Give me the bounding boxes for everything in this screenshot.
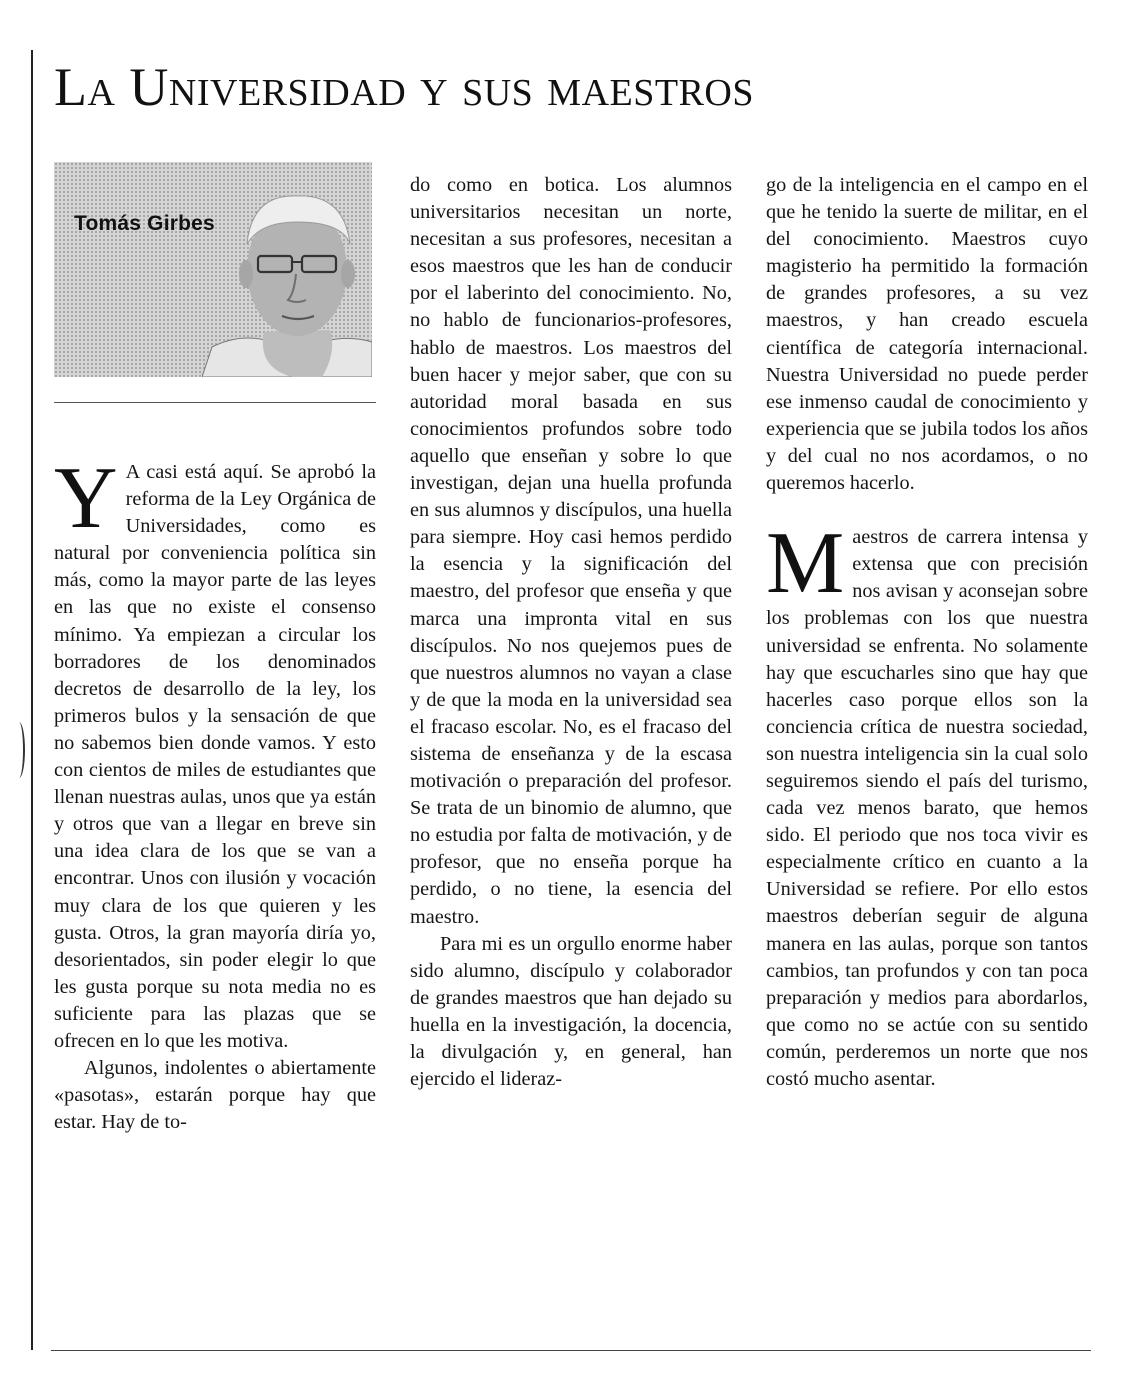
paragraph-3-continued: go de la inteligencia en el campo en el que he tenido la suerte de militar, en el del conocimiento. Maestros cuyo magisterio ha permitido la formación de grandes profesores, a su vez maestros, y han creado escuela científica de categoría internacional. Nuestra Universidad no puede perder ese inmenso caudal de conocimiento y experiencia que se jubila todos los años y del cual no nos acordamos, o no queremos hacerlo. bbox=[766, 174, 1088, 495]
drop-cap-m: M bbox=[766, 515, 845, 613]
left-margin-rule bbox=[31, 50, 33, 1350]
headline: La Universidad y sus maestros bbox=[54, 57, 754, 117]
paragraph-2-start: Algunos, indolentes o abiertamente «pasotas», estarán porque hay que estar. Hay de to- bbox=[54, 1057, 376, 1134]
paragraph-4 bbox=[766, 515, 1088, 1093]
paragraph-3-start: Para mi es un orgullo enorme haber sido alumno, discípulo y colaborador de grandes maestros que han dejado su huella en la investigación, la docencia, la divulgación y, en general, han ejercido el lideraz- bbox=[410, 932, 732, 1091]
column-2 bbox=[410, 172, 732, 1093]
paragraph-1 bbox=[54, 450, 376, 1055]
paragraph-2-continued: do como en botica. Los alumnos universitarios necesitan un norte, necesitan a sus profesores, necesitan a esos maestros que les han de conducir por el laberinto del conocimiento. No, no hablo de funcionarios-profesores, hablo de maestros. Los maestros del buen hacer y mejor saber, que con su autoridad moral basada en sus conocimientos profundos sobre todo aquello que enseñan y sobre lo que investigan, dejan una huella profunda en sus alumnos y discípulos, una huella para siempre. Hoy casi hemos perdido la esencia y la significación del maestro, del profesor que enseña y que marca una impronta vital en sus discípulos. No nos quejemos pues de que nuestros alumnos no vayan a clase y de que la moda en la universidad sea el fracaso escolar. No, es el fracaso del sistema de enseñanza y de la escasa motivación o preparación del profesor. Se trata de un binomio de alumno, que no estudia por falta de motivación, y de profesor, que no enseña porque ha perdido, o no tiene, la esencia del maestro. bbox=[410, 174, 732, 928]
paragraph-4-text: aestros de carrera intensa y extensa que con precisión nos avisan y aconsejan sobre los problemas con los que nuestra universidad se enfrenta. No solamente hay que escucharles sino que hay que hacerles caso porque ellos son la conciencia crítica de nuestra sociedad, son nuestra inteligencia sin la cual solo seguiremos siendo el país del turismo, cada vez menos barato, que hemos sido. El periodo que nos toca vivir es especialmente crítico en cuanto a la Universidad se refiere. Por ello estos maestros deberían seguir de alguna manera en las aulas, porque son tantos cambios, tan profundos y con tan poca preparación y medios para abordarlos, que como no se actúe con su sentido común, perderemos un norte que nos costó mucho asentar. bbox=[766, 526, 1088, 1090]
bottom-rule bbox=[51, 1350, 1091, 1351]
drop-cap-y: Y bbox=[54, 450, 118, 547]
author-name: Tomás Girbes bbox=[74, 212, 215, 235]
column-1 bbox=[54, 172, 376, 1136]
author-photo bbox=[54, 162, 372, 377]
column-3 bbox=[766, 172, 1088, 1093]
photo-divider bbox=[54, 402, 376, 403]
scan-margin-mark bbox=[13, 722, 25, 778]
paragraph-1-text: A casi está aquí. Se aprobó la reforma de la Ley Orgánica de Universidades, como es natural por conveniencia política sin más, como la mayor parte de las leyes en las que no existe el consenso mínimo. Ya empiezan a circular los borradores de los denominados decretos de desarrollo de la ley, los primeros bulos y la sensación de que no sabemos bien donde vamos. Y esto con cientos de miles de estudiantes que llenan nuestras aulas, unos que ya están y otros que van a llegar en breve sin una idea clara de los que se van a encontrar. Unos con ilusión y vocación muy clara de los que quieren y les gusta. Otros, la gran mayoría diría yo, desorientados, sin poder elegir lo que les gusta porque su nota media no es suficiente para las plazas que se ofrecen en lo que les motiva. bbox=[54, 461, 376, 1052]
author-portrait bbox=[202, 182, 372, 377]
